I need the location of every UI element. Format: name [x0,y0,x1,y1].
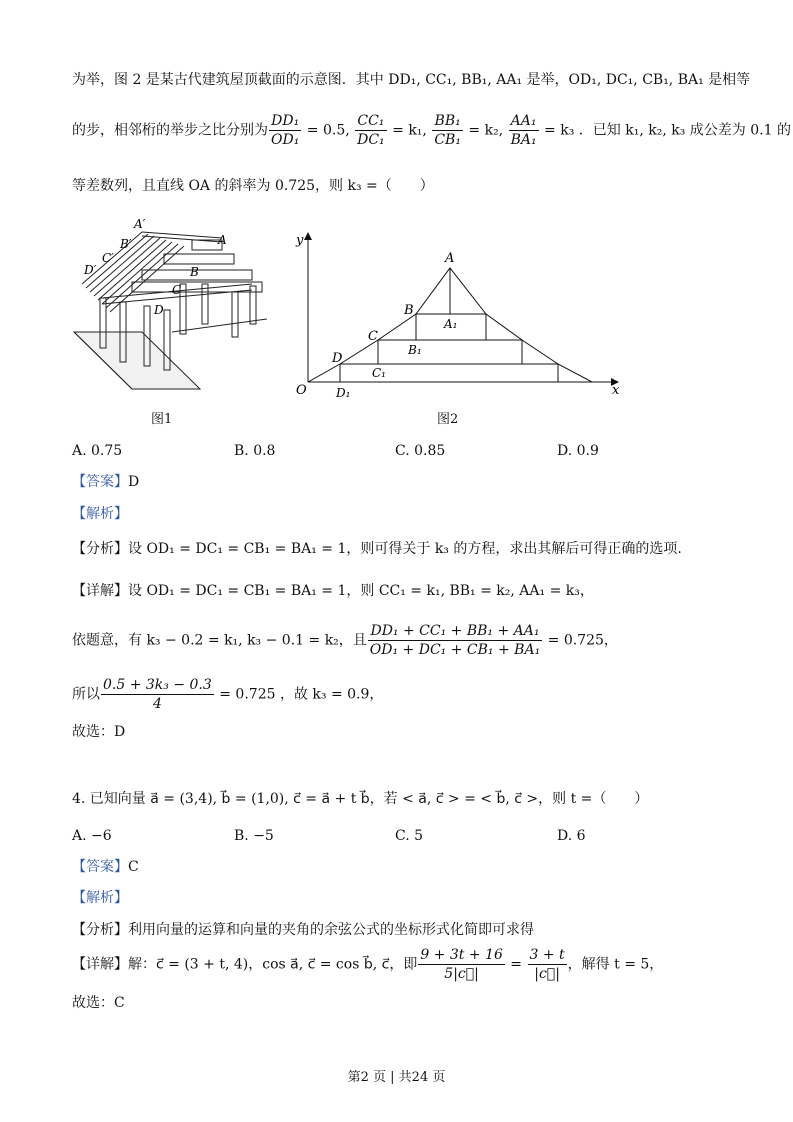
fig1-label-b: B [190,265,199,279]
label-o: O [296,383,307,398]
q3-line2 [72,112,791,149]
label-c: C [368,329,378,344]
fenxi-text: 设 OD₁ = DC₁ = CB₁ = BA₁ = 1，则可得关于 k₃ 的方程，求出其解后可得正确的选项. [128,541,682,557]
step1-fraction [368,622,542,659]
label-d: D [332,351,343,366]
q3-option-d[interactable]: D. 0.9 [557,443,599,459]
frac-num: BB₁ [432,112,463,131]
q4-option-d[interactable]: D. 6 [557,828,586,844]
axis-label-x: x [612,383,620,398]
step2-post: = 0.725 ，故 k₃ = 0.9， [214,686,384,703]
step2-pre: 所以 [72,686,100,703]
ratio-value: = k₁, [387,122,432,139]
frac-den: OD₁ + DC₁ + CB₁ + BA₁ [369,642,541,658]
analysis-tag: 【解析】 [72,890,128,906]
q3-step2 [72,676,383,713]
label-c1: C₁ [372,366,386,380]
ratio-value: = 0.5, [302,122,355,139]
box-b [378,340,522,364]
q3-fenxi [72,539,682,559]
xiangjie-post: ，解得 t = 5， [567,956,664,973]
analysis-tag: 【解析】 [72,506,128,522]
fig1-label-a1: A′ [134,217,146,231]
q3-option-a[interactable]: A. 0.75 [72,443,123,459]
fig1-label-d: D [154,303,164,317]
figure2-caption: 图2 [437,412,459,427]
fig1-label-c1: C′ [102,251,114,265]
q4-answer [72,857,139,877]
xiangjie-text: 设 OD₁ = DC₁ = CB₁ = BA₁ = 1，则 CC₁ = k₁, BB₁ = k₂, AA₁ = k₃， [128,583,594,599]
q3-analysis-tag [72,504,128,524]
q4-xiangjie [72,946,663,983]
frac-den: 5|c⃗| [444,966,479,982]
frac-num: DD₁ + CC₁ + BB₁ + AA₁ [368,622,542,641]
answer-value: D [128,474,140,490]
answer-tag: 【答案】 [72,474,128,490]
ratio-dd1-od1 [269,112,301,149]
fig1-label-c: C [172,283,182,297]
q3-option-b[interactable]: B. 0.8 [234,443,276,459]
xiangjie-tag: 【详解】 [72,956,128,973]
frac-num: CC₁ [355,112,387,131]
label-b: B [404,303,414,318]
label-b1: B₁ [408,343,422,357]
frac-den: |c⃗| [534,966,560,982]
label-d1: D₁ [336,386,351,400]
q3-line2-pre: 的步，相邻桁的举步之比分别为 [72,122,268,139]
axis-label-y: y [296,233,304,248]
q4-choose: 故选：C [72,995,125,1011]
ratio-value: = k₃ ．已知 k₁, k₂, k₃ 成公差为 0.1 的 [539,122,791,139]
step1-post: = 0.725， [543,632,618,649]
q3-line1: 为举，图 2 是某古代建筑屋顶截面的示意图．其中 DD₁, CC₁, BB₁, AA₁ 是举，OD₁, DC₁, CB₁, BA₁ 是相等 [72,72,751,88]
frac-num: DD₁ [269,112,301,131]
frac-num: 9 + 3t + 16 [420,947,503,963]
q3-option-c[interactable]: C. 0.85 [395,443,446,459]
fenxi-tag: 【分析】 [72,541,128,557]
frac-num: AA₁ [509,112,539,131]
ratio-bb1-cb1 [432,112,463,149]
q3-line3: 等差数列，且直线 OA 的斜率为 0.725，则 k₃ =（ ） [72,178,434,194]
xiangjie-fraction-2 [528,946,567,983]
q4-analysis-tag [72,888,128,908]
q4-option-b[interactable]: B. −5 [234,828,274,844]
xiangjie-tag: 【详解】 [72,583,128,599]
frac-den: CB₁ [434,132,461,148]
equals: = [505,956,527,973]
answer-value: C [128,859,139,875]
page-footer: 第2 页 | 共24 页 [347,1070,446,1085]
q4-fenxi [72,920,534,940]
step1-pre: 依题意，有 k₃ − 0.2 = k₁, k₃ − 0.1 = k₂，且 [72,632,367,649]
ratio-value: = k₂, [463,122,508,139]
xiangjie-pre: 解：c⃗ = (3 + t, 4)，cos a⃗, c⃗ = cos b⃗, c⃗，即 [128,956,418,973]
label-a: A [445,251,455,266]
ratio-cc1-dc1 [355,112,387,149]
fig1-label-a: A [218,233,227,247]
q4-options [72,826,722,846]
q3-xiangjie [72,581,594,601]
figure1-caption: 图1 [151,412,173,427]
frac-den: OD₁ [271,132,300,148]
frac-den: DC₁ [357,132,385,148]
q4-stem: 4. 已知向量 a⃗ = (3,4), b⃗ = (1,0), c⃗ = a⃗ + t b⃗，若 < a⃗, c⃗ > = < b⃗, c⃗ >，则 t =（ ） [72,791,649,807]
q4-option-c[interactable]: C. 5 [395,828,424,844]
xiangjie-fraction-1 [418,946,505,983]
q3-choose: 故选：D [72,724,126,740]
fenxi-text: 利用向量的运算和向量的夹角的余弦公式的坐标形式化简即可求得 [128,922,534,938]
ratio-aa1-ba1 [509,112,539,149]
q3-answer [72,472,139,492]
fenxi-tag: 【分析】 [72,922,128,938]
label-a1: A₁ [444,317,458,331]
answer-tag: 【答案】 [72,859,128,875]
figure2-roof-diagram [290,228,630,400]
figure1-building-sketch [72,214,272,394]
frac-num: 0.5 + 3k₃ − 0.3 [103,677,212,693]
frac-den: BA₁ [510,132,537,148]
q3-step1 [72,622,618,659]
step2-fraction [101,676,214,713]
frac-den: 4 [152,696,162,712]
fig1-label-d1: D′ [84,263,97,277]
fig1-label-b1: B′ [120,237,132,251]
q4-option-a[interactable]: A. −6 [72,828,112,844]
frac-num: 3 + t [529,947,565,963]
q3-options [72,441,722,461]
